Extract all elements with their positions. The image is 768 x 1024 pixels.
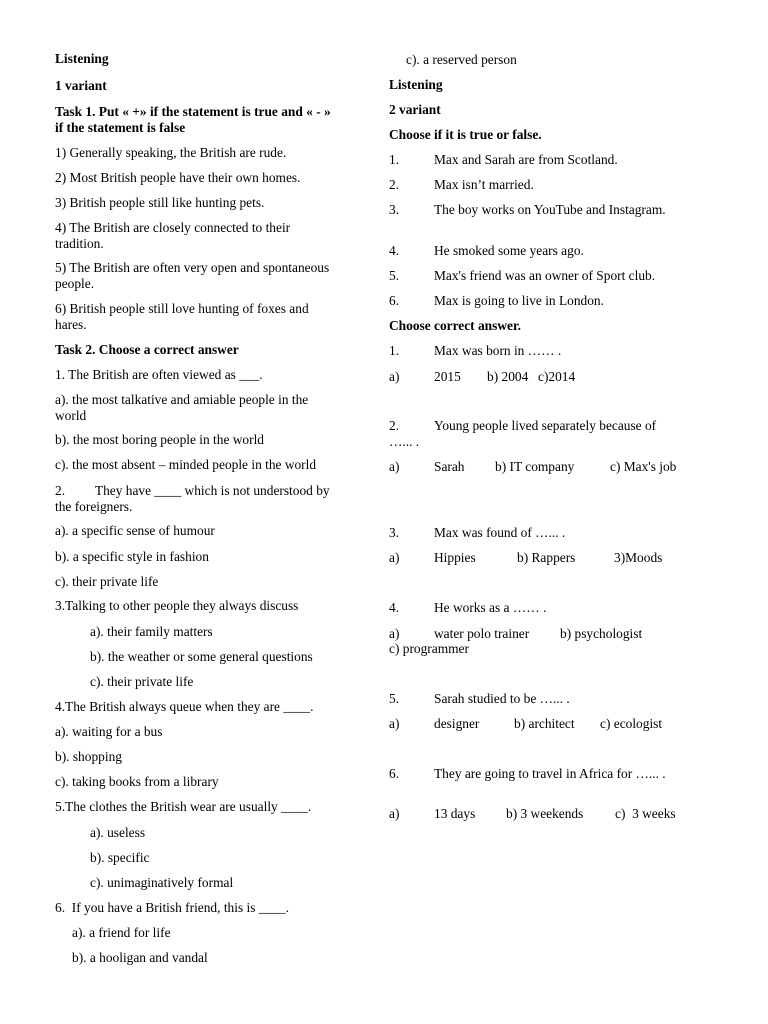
statement-text: Max is going to live in London. — [434, 293, 604, 308]
mc-options — [389, 626, 679, 642]
tf-statement — [389, 177, 679, 193]
item-number: 6. — [389, 293, 400, 308]
answer-option: b). shopping — [55, 749, 122, 764]
section-title: Listening — [389, 77, 443, 92]
item-number: 3. — [389, 202, 400, 217]
mc-options — [389, 459, 679, 475]
option-a: Hippies — [434, 550, 476, 565]
task1-statement: 4) The British are closely connected to their tradition. — [55, 220, 291, 251]
question: 4.The British always queue when they are ____. — [55, 699, 314, 714]
tf-statement — [389, 202, 679, 218]
answer-option: b). a hooligan and vandal — [72, 950, 208, 965]
answer-option: a). a friend for life — [72, 925, 171, 940]
option-b: b) architect — [514, 716, 575, 731]
question: 2. They have ____ which is not understood by the foreigners. — [55, 483, 333, 514]
question-text: They are going to travel in Africa for …... . — [434, 766, 666, 781]
task2-heading: Task 2. Choose a correct answer — [55, 342, 239, 357]
tf-statement — [389, 243, 679, 259]
tf-statement — [389, 152, 679, 168]
question: 6. If you have a British friend, this is ____. — [55, 900, 289, 915]
task1-statement: 5) The British are often very open and spontaneous people. — [55, 260, 330, 291]
answer-option: a). a specific sense of humour — [55, 523, 215, 538]
answer-option: b). the weather or some general questions — [90, 649, 313, 664]
option-a: Sarah — [434, 459, 465, 474]
answer-option: b). a specific style in fashion — [55, 549, 209, 564]
item-number: 3. — [389, 525, 400, 540]
mc-question — [389, 766, 679, 782]
option-letter: a) — [389, 369, 400, 384]
item-number: 4. — [389, 600, 400, 615]
statement-text: Max isn’t married. — [434, 177, 534, 192]
question: 5.The clothes the British wear are usually ____. — [55, 799, 312, 814]
option-c: c)2014 — [538, 369, 576, 384]
answer-option: c). taking books from a library — [55, 774, 219, 789]
tf-heading: Choose if it is true or false. — [389, 127, 542, 142]
task1-statement: 2) Most British people have their own homes. — [55, 170, 301, 185]
answer-option: a). useless — [90, 825, 146, 840]
option-a: water polo trainer — [434, 626, 530, 641]
mc-question — [389, 343, 679, 359]
question: 1. The British are often viewed as ___. — [55, 367, 263, 382]
answer-option: c). their private life — [55, 574, 159, 589]
answer-option: c). unimaginatively formal — [90, 875, 234, 890]
answer-option: a). their family matters — [90, 624, 213, 639]
mc-question — [389, 600, 679, 616]
mc-question — [389, 691, 679, 707]
answer-option: a). the most talkative and amiable people in the world — [55, 392, 309, 423]
option-c: c) 3 weeks — [615, 806, 676, 821]
task1-statement: 3) British people still like hunting pets. — [55, 195, 265, 210]
item-number: 1. — [389, 343, 400, 358]
option-letter: a) — [389, 550, 400, 565]
option-b: b) psychologist — [560, 626, 643, 641]
item-number: 6. — [389, 766, 400, 781]
option-letter: a) — [389, 716, 400, 731]
option-a: designer — [434, 716, 480, 731]
statement-text: The boy works on YouTube and Instagram. — [434, 202, 666, 217]
option-a: 2015 — [434, 369, 461, 384]
item-number: 4. — [389, 243, 400, 258]
option-letter: a) — [389, 806, 400, 821]
item-number: 2. — [389, 177, 400, 192]
answer-option: b). specific — [90, 850, 150, 865]
mc-question — [389, 525, 679, 541]
mc-options — [389, 806, 679, 822]
option-a: 13 days — [434, 806, 476, 821]
variant-label: 2 variant — [389, 102, 441, 117]
option-b: b) 3 weekends — [506, 806, 584, 821]
task1-statement: 6) British people still love hunting of foxes and hares. — [55, 301, 309, 332]
mc-question — [389, 418, 679, 450]
answer-option: c). the most absent – minded people in the world — [55, 457, 317, 472]
option-c: 3)Moods — [614, 550, 663, 565]
mc-heading: Choose correct answer. — [389, 318, 522, 333]
statement-text: He smoked some years ago. — [434, 243, 584, 258]
item-number: 5. — [389, 691, 400, 706]
mc-options — [389, 550, 679, 566]
answer-option: b). the most boring people in the world — [55, 432, 265, 447]
option-b: b) IT company — [495, 459, 575, 474]
mc-options — [389, 716, 679, 732]
statement-text: Max's friend was an owner of Sport club. — [434, 268, 656, 283]
question-text: He works as a …… . — [434, 600, 547, 615]
tf-statement — [389, 293, 679, 309]
item-number: 2. — [389, 418, 400, 433]
option-c: c) ecologist — [600, 716, 663, 731]
option-letter: a) — [389, 626, 400, 641]
answer-option: c). a reserved person — [406, 52, 517, 67]
tf-statement — [389, 268, 679, 284]
variant-label: 1 variant — [55, 78, 107, 93]
task1-statement: 1) Generally speaking, the British are rude. — [55, 145, 287, 160]
question-text: Max was born in …… . — [434, 343, 562, 358]
question: 3.Talking to other people they always discuss — [55, 598, 299, 613]
statement-text: Max and Sarah are from Scotland. — [434, 152, 618, 167]
answer-option: a). waiting for a bus — [55, 724, 163, 739]
question-text: Sarah studied to be …... . — [434, 691, 570, 706]
item-number: 5. — [389, 268, 400, 283]
answer-option: c). their private life — [90, 674, 194, 689]
question-text: Max was found of …... . — [434, 525, 566, 540]
option-b: b) Rappers — [517, 550, 576, 565]
task1-heading: Task 1. Put « +» if the statement is true and « - » if the statement is false — [55, 104, 331, 135]
option-letter: a) — [389, 459, 400, 474]
section-title: Listening — [55, 51, 109, 66]
item-number: 1. — [389, 152, 400, 167]
option-c: c) Max's job — [610, 459, 677, 474]
question-text: Young people lived separately because of …... . — [389, 418, 657, 449]
mc-options — [389, 369, 679, 385]
option-b: b) 2004 — [487, 369, 529, 384]
option-c: c) programmer — [389, 641, 469, 656]
